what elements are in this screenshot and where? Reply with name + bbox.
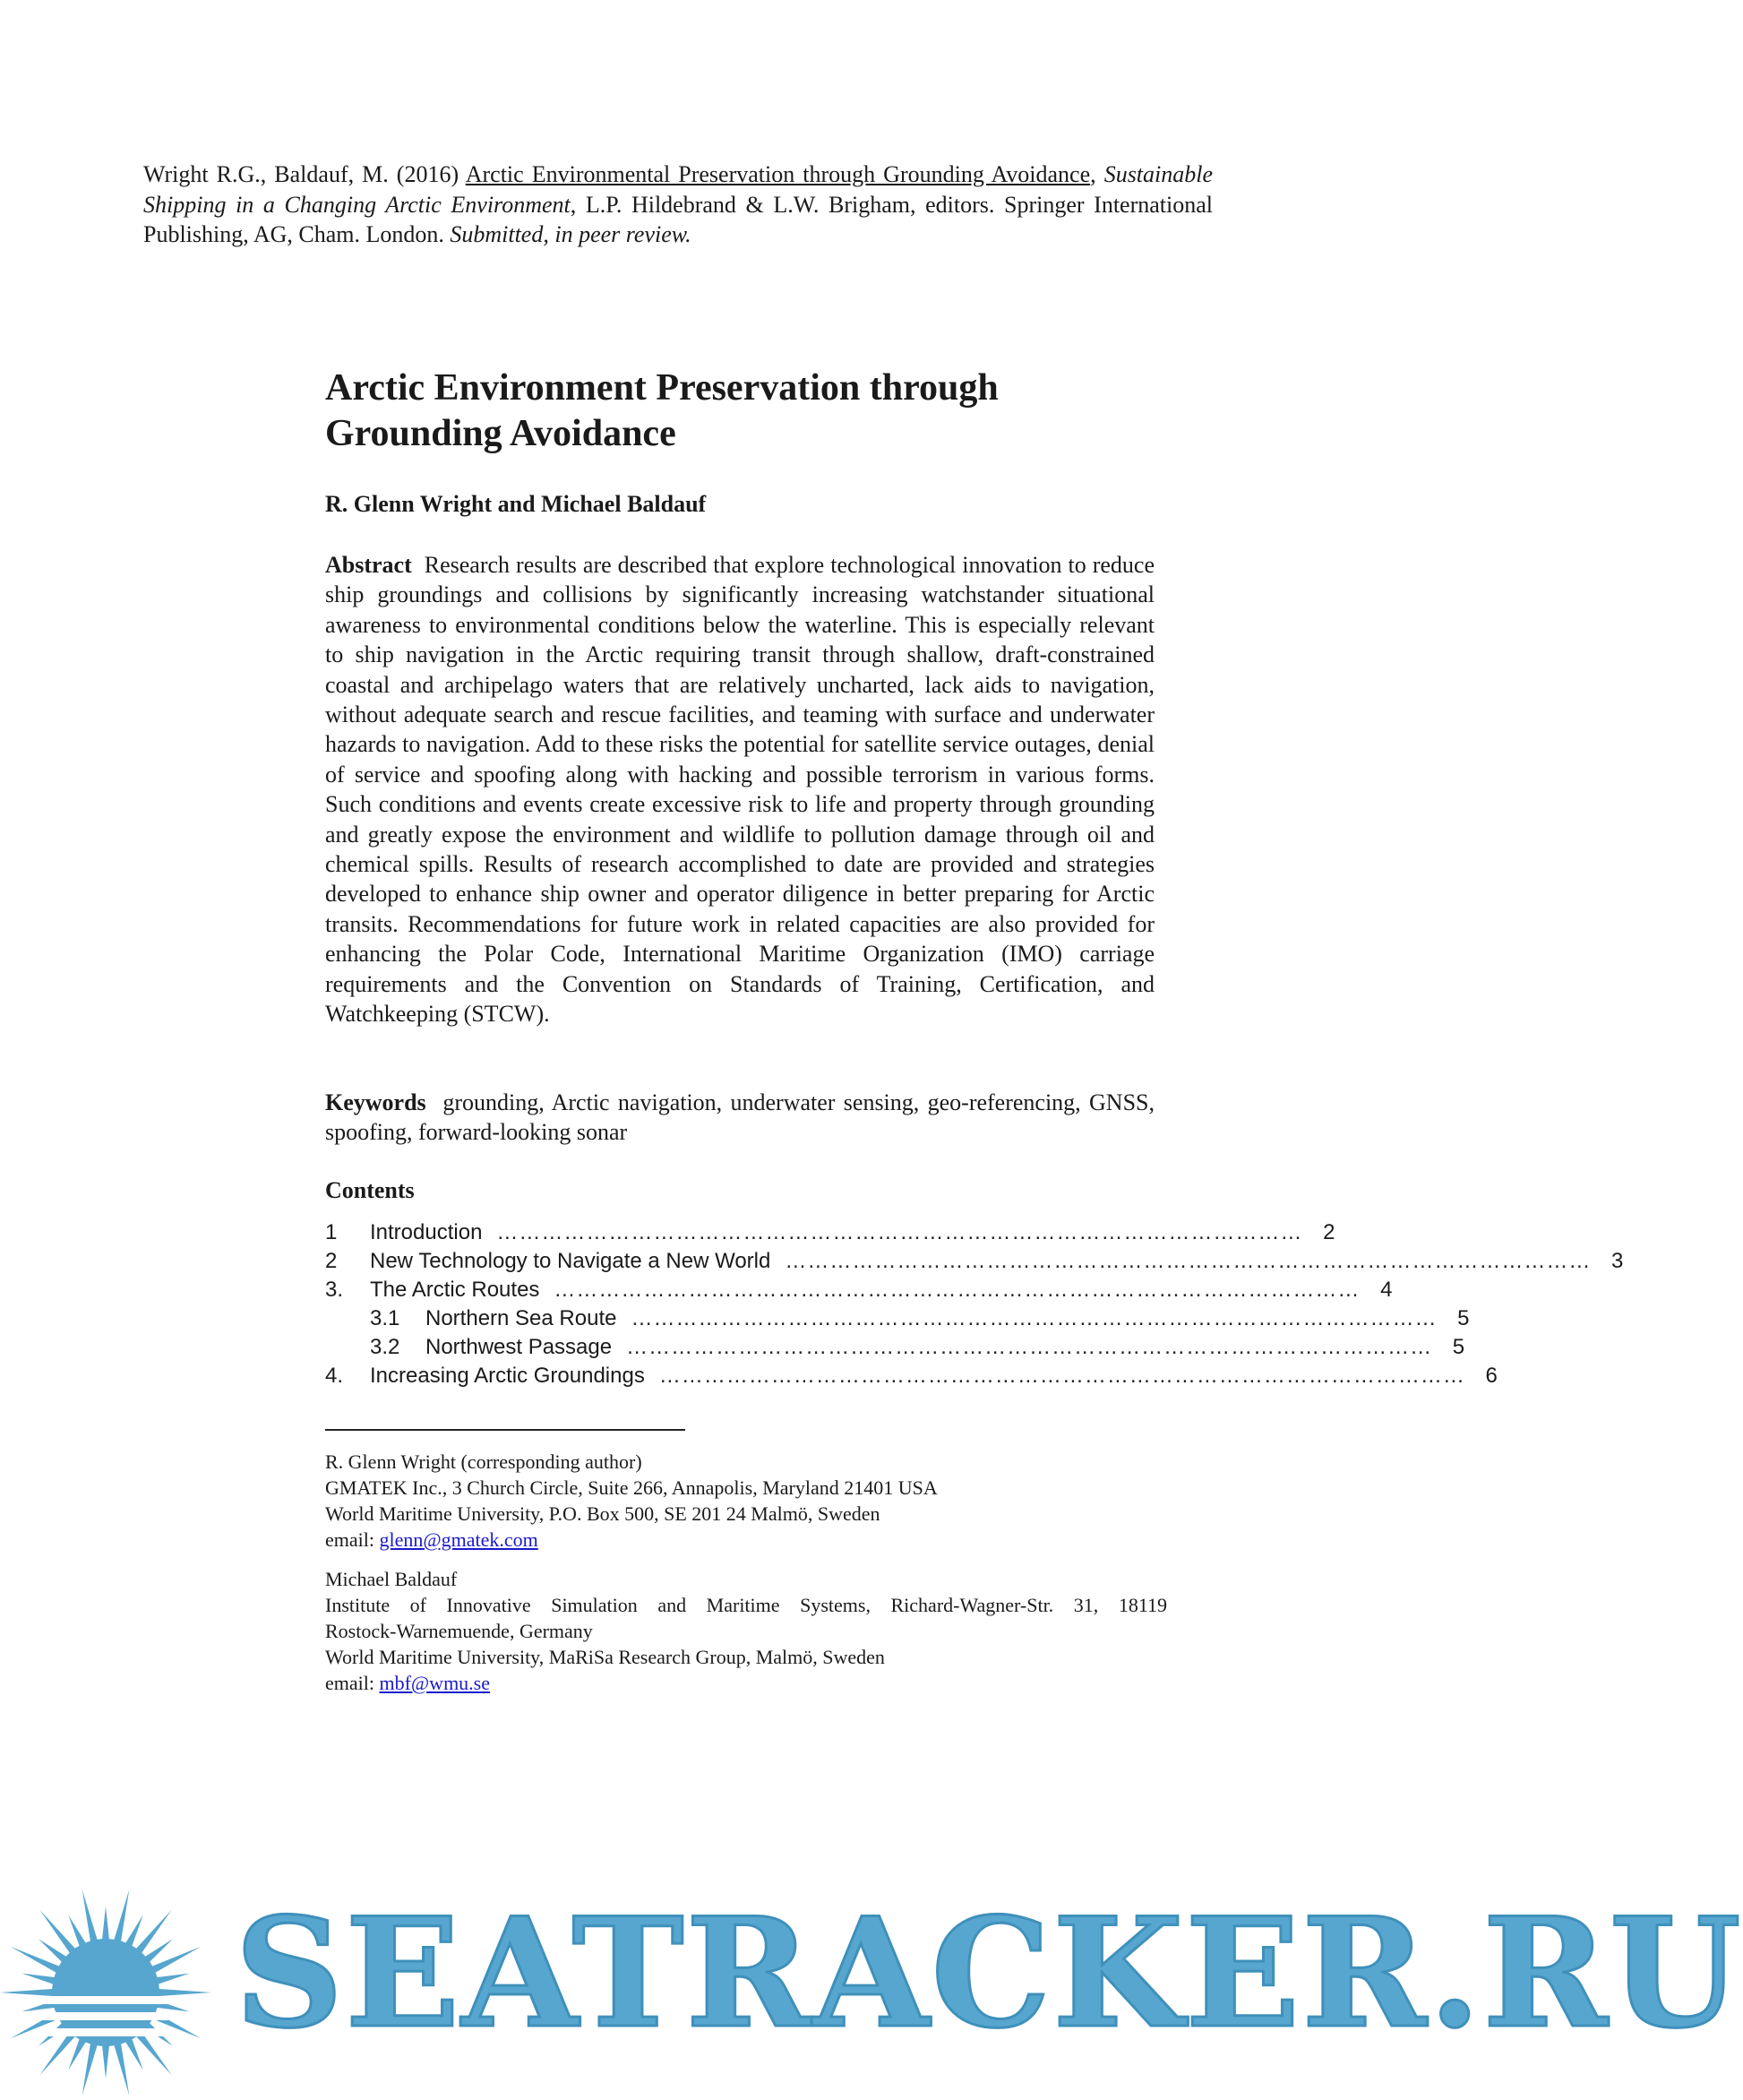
toc-entry-page: 6 [1485,1364,1498,1388]
toc-leader-dots: ……………………………………………………………………………………………… [631,1306,1438,1330]
toc-leader-dots: ……………………………………………………………………………………………… [658,1364,1465,1388]
watermark-text: SEATRACKER.RU [235,1884,1743,2061]
citation-editors: , L.P. Hildebrand & L.W. Brigham, editors. Springer International Publishing, AG, Cham. London. [143,191,1214,247]
author-1-name: R. Glenn Wright (corresponding author) [325,1450,642,1473]
abstract-text: Research results are described that explore technological innovation to reduce ship groundings and collisions by significantly increasing watchstander situational awareness to environmental conditions below the waterline. This is especially relevant to ship navigation in the Arctic requiring transit through shallow, draft-constrained coastal and archipelago waters that are relatively uncharted, lack aids to navigation, without adequate search and rescue facilities, and teaming with surface and underwater hazards to navigation. Add to these risks the potential for satellite service outages, denial of service and spoofing along with hacking and possible terrorism in various forms. Such conditions and events create excessive risk to life and property through grounding and greatly expose the environment and wildlife to pollution damage through oil and chemical spills. Results of research accomplished to date are provided and strategies developed to enhance ship owner and operator diligence in better preparing for Arctic transits. Recommendations for future work in related capacities are also provided for enhancing the Polar Code, International Maritime Organization (IMO) carriage requirements and the Convention on Standards of Training, Certification, and Watchkeeping (STCW). [325,552,1155,1028]
sun-ray [39,2031,76,2076]
author-2-affiliation-1a: Institute of Innovative Simulation and Maritime Systems, Richard-Wagner-Str. 31, 18119 [325,1594,1167,1616]
footnote-author-1 [325,1449,1167,1553]
sun-ray [21,1974,56,1985]
toc-entry[interactable] [325,1278,1393,1306]
toc-entry-title: Northern Sea Route [425,1306,617,1330]
sun-ray [124,1915,142,1948]
paper-title [325,366,1203,457]
toc-entry-title: Introduction [370,1220,483,1244]
sun-ray [135,1910,172,1955]
toc-entry-number: 3.2 [370,1335,400,1359]
sun-ray [114,2043,129,2096]
toc-entry-page: 4 [1380,1278,1393,1302]
sun-ray [102,2044,109,2078]
toc-entry-page: 5 [1452,1335,1465,1359]
toc-entry-number: 1 [325,1220,338,1244]
author-2-email-label: email: [325,1672,380,1694]
keywords-label: Keywords [325,1089,426,1115]
author-2-name: Michael Baldauf [325,1568,458,1590]
toc-entry-title: Increasing Arctic Groundings [370,1364,645,1388]
paper-authors: R. Glenn Wright and Michael Baldauf [325,491,707,517]
sun-ray [68,1915,86,1948]
toc-entry-number: 2 [325,1249,338,1273]
contents-heading: Contents [325,1177,415,1203]
toc-entry-page: 3 [1610,1249,1624,1273]
toc-entry-number: 4. [325,1364,344,1388]
author-1-email-line [325,1527,1167,1553]
table-of-contents [325,1220,1624,1392]
toc-entry-title: The Arctic Routes [370,1278,540,1302]
footnote-divider [325,1429,685,1431]
paper-title-line-1: Arctic Environment Preservation through [325,367,999,409]
toc-entry-title: Northwest Passage [425,1335,613,1359]
sun-ray [0,1989,54,1996]
author-2-email-line [325,1670,1167,1696]
sun-ray [102,1906,109,1941]
toc-entry-page: 2 [1323,1220,1335,1244]
toc-entry-number: 3.1 [370,1306,400,1330]
sun-ray [156,1974,190,1985]
toc-entry[interactable] [325,1364,1498,1392]
sun-ray [39,1910,76,1955]
keywords [325,1088,1155,1148]
toc-leader-dots: ……………………………………………………………………………………………… [785,1249,1592,1273]
toc-entry-number: 3. [325,1278,344,1302]
keywords-text: grounding, Arctic navigation, underwater sensing, geo-referencing, GNSS, spoofing, forward-looking sonar [325,1089,1155,1146]
citation-separator: , [1090,161,1104,187]
author-1-affiliation-1: GMATEK Inc., 3 Church Circle, Suite 266, Annapolis, Maryland 21401 USA [325,1476,938,1499]
paper-title-line-2: Grounding Avoidance [325,413,676,454]
author-1-email-label: email: [325,1528,380,1551]
toc-leader-dots: ……………………………………………………………………………………………… [626,1335,1433,1359]
toc-entry[interactable] [325,1306,1470,1335]
author-1-affiliation-2: World Maritime University, P.O. Box 500, SE 201 24 Malmö, Sweden [325,1502,880,1525]
toc-leader-dots: ……………………………………………………………………………………………… [554,1278,1361,1302]
toc-entry-page: 5 [1457,1306,1470,1330]
toc-entry[interactable] [325,1335,1465,1364]
citation [143,159,1213,250]
sun-ray [114,1889,129,1943]
author-1-email-link[interactable]: glenn@gmatek.com [379,1528,538,1551]
sun-ray [158,1989,211,1996]
abstract-label: Abstract [325,552,412,578]
toc-entry-title: New Technology to Navigate a New World [370,1249,771,1273]
citation-paper-title: Arctic Environmental Preservation through Grounding Avoidance [465,161,1091,187]
citation-book: Sustainable Shipping in a Changing Arctic Environment [143,161,1214,218]
abstract [325,550,1155,1029]
sun-ray [124,2037,142,2070]
sun-ray [82,1889,98,1943]
author-2-affiliation-1b: Rostock-Warnemuende, Germany [325,1620,593,1642]
sun-ray [82,2043,98,2096]
author-2-affiliation-2: World Maritime University, MaRiSa Research Group, Malmö, Sweden [325,1646,885,1668]
toc-leader-dots: ……………………………………………………………………………………………… [496,1220,1303,1244]
footnote-author-2 [325,1566,1167,1696]
toc-entry[interactable] [325,1220,1335,1249]
sun-ray [68,2037,86,2070]
sun-ray [135,2031,172,2076]
citation-status: Submitted, in peer review. [450,221,691,247]
author-2-email-link[interactable]: mbf@wmu.se [379,1672,491,1694]
toc-entry[interactable] [325,1249,1624,1278]
citation-authors: Wright R.G., Baldauf, M. (2016) [143,161,466,187]
